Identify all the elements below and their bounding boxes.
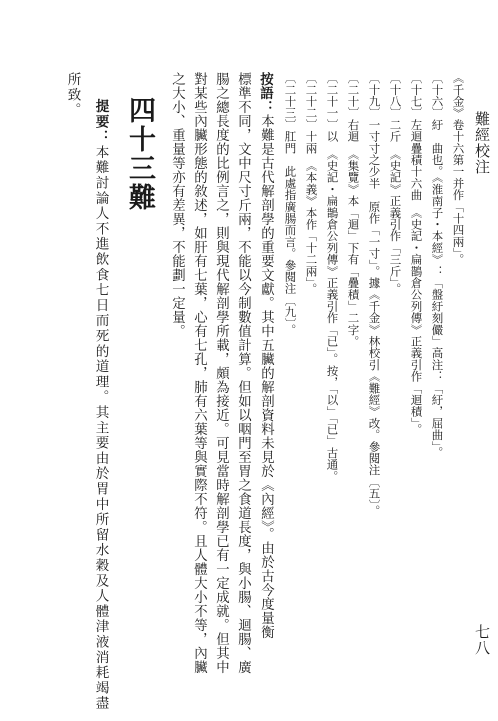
note-line-18: 〔十八〕二斤 《史記》正義引作「三斤」。 bbox=[388, 72, 403, 295]
note-line-19: 〔十九〕一寸寸之少半 原作「一寸」。據《千金》林校引《難經》改。參閱注〔五〕。 bbox=[367, 72, 382, 517]
note-line-23: 〔二十三〕肛門 此處指廣腸而言。參閱注〔九〕。 bbox=[283, 72, 298, 336]
note-line-17: 〔十七〕左迴疊積十六曲 《史記・扁鵲倉公列傳》正義引作「迴積」。 bbox=[409, 72, 424, 435]
note-line-21: 〔二十一〕以 《史記・扁鵲倉公列傳》正義引作「已」。按，「以」「已」古通。 bbox=[325, 72, 340, 482]
running-header: 難經校注 bbox=[473, 111, 491, 175]
summary-line-1 bbox=[93, 99, 107, 711]
note-line-1: 《千金》卷十六第一并作「十四兩」。 bbox=[451, 72, 466, 266]
summary-line-2: 所致。 bbox=[64, 72, 81, 118]
commentary-label: 按語： bbox=[257, 72, 274, 114]
summary-label: 提要： bbox=[92, 99, 109, 145]
commentary-line-4: 對某些內臟形態的敘述，如肝有七葉，心有七孔，肺有六葉等與實際不符。且人體大小不等，內臟 bbox=[191, 72, 207, 674]
note-line-20: 〔二十〕右迴 《集覽》本「迴」下有「疊積」二字。 bbox=[346, 72, 361, 348]
chapter-title: 四十三難 bbox=[124, 96, 155, 212]
note-line-22: 〔二十二〕十兩 《本義》本作「十二兩」。 bbox=[304, 72, 319, 295]
commentary-line-2: 標準不同，文中尺寸斤兩，不能以今制數值計算。但如以咽門至胃之食道長度，與小腸、迴腸、廣 bbox=[235, 72, 251, 674]
commentary-line-3: 腸之總長度的比例言之，則與現代解剖學所載，頗為接近。可見當時解剖學已有一定成就。但其中 bbox=[213, 72, 229, 674]
commentary-line-1 bbox=[258, 72, 272, 639]
page-number: 七八 bbox=[473, 624, 491, 656]
commentary-line-5: 之大小、重量等亦有差異，不能劃一定量。 bbox=[169, 72, 185, 338]
note-line-16: 〔十六〕紆 曲也。《淮南子・本經》：「盤紆刻儼」高注：「紆，屈曲」。 bbox=[430, 72, 445, 459]
commentary-text-1: 本難是古代解剖學的重要文獻。其中五臟的解剖資料未見於《內經》。由於古今度量衡 bbox=[258, 114, 274, 640]
summary-text-1: 本難討論人不進飲食七日而死的道理。其主要由於胃中所留水穀及人體津液消耗竭盡 bbox=[92, 144, 109, 712]
